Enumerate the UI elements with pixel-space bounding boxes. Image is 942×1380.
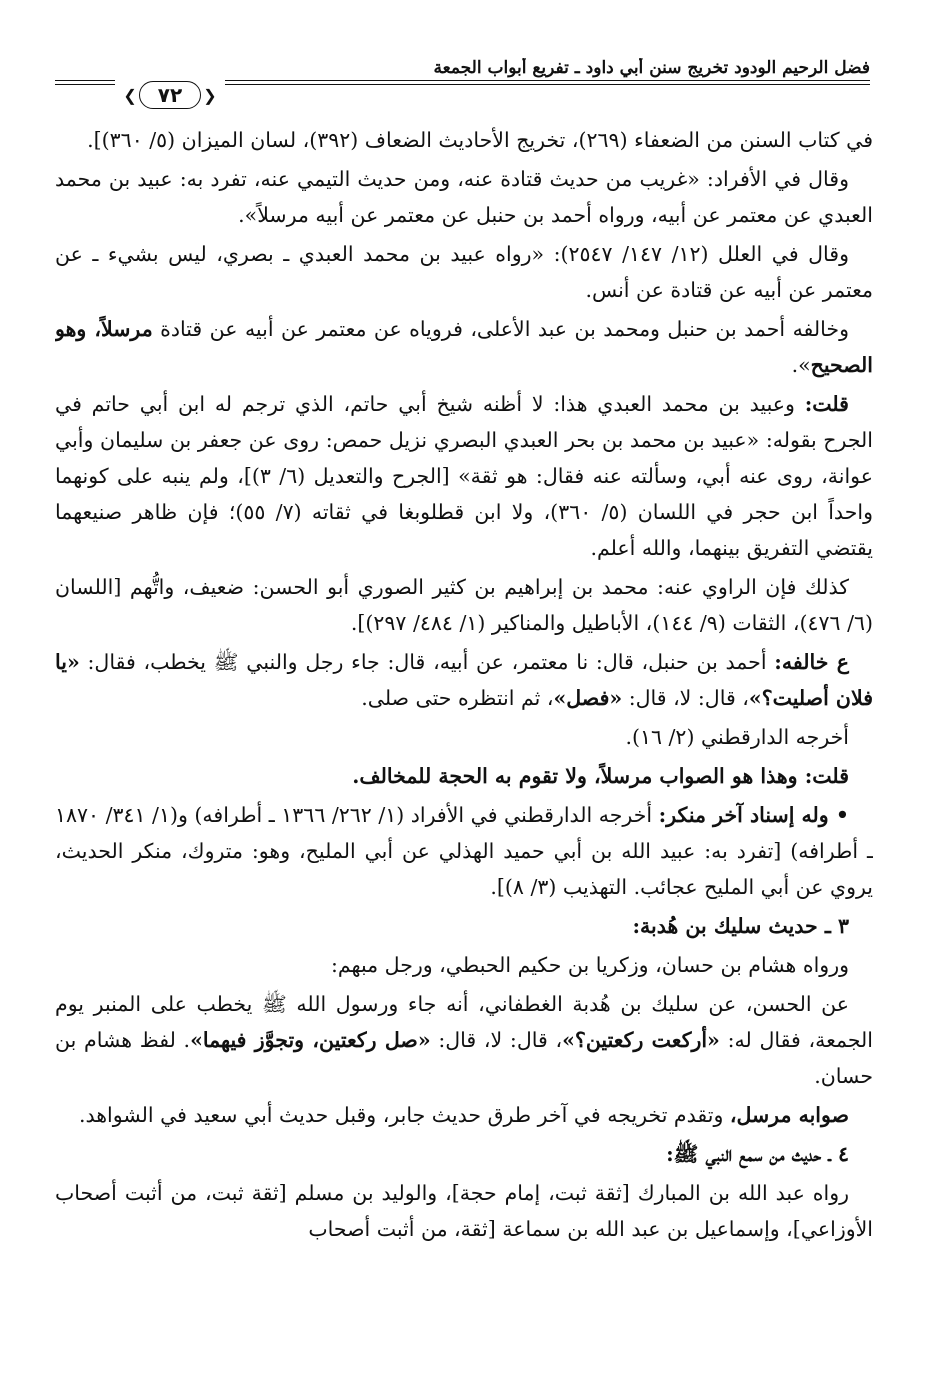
bold-text: خالفه: bbox=[774, 650, 829, 674]
page-number-ornament bbox=[115, 80, 225, 110]
text-run: أخرجه الدارقطني (٢/ ١٦). bbox=[625, 725, 849, 749]
text-run: وقال في الأفراد: «غريب من حديث قتادة عنه، ومن حديث التيمي عنه، تفرد به: عبيد بن محمد العبدي عن معتمر عن أبيه، ورواه أحمد بن حنبل عن معتمر عن أبيه مرسلاً». bbox=[55, 167, 873, 227]
bold-text: «يا فلان أصليت؟» bbox=[55, 650, 873, 710]
paragraph bbox=[55, 947, 873, 983]
text-run: وعبيد بن محمد العبدي هذا: لا أظنه شيخ أبي حاتم، الذي ترجم له ابن أبي حاتم في الجرح بقوله: «عبيد بن محمد بن بحر العبدي البصري نزيل حمص: روى عن جعفر بن سليمان وأبي عوانة، روى عنه أبي، وسألته عنه فقال: هو ثقة» [الجرح والتعديل (٦/ ٣)]، ولم ينبه على كونهما واحداً ابن حجر في اللسان (٥/ ٣٦٠)، ولا ابن قطلوبغا في ثقاته (٧/ ٥٥)؛ فإن ظاهر صنيعهما يقتضي التفريق بينهما، والله أعلم. bbox=[55, 392, 873, 560]
bold-text: «صل ركعتين، وتجوَّز فيهما» bbox=[190, 1028, 431, 1052]
text-run: كذلك فإن الراوي عنه: محمد بن إبراهيم بن كثير الصوري أبو الحسن: ضعيف، واتُّهم [اللسان (٦/ ٤٧٦)، الثقات (٩/ ١٤٤)، الأباطيل والمناكير (١/ ٤٨٤/ ٢٩٧)]. bbox=[55, 575, 873, 635]
paragraph bbox=[55, 986, 873, 1094]
ornament-chevron-icon: ❮ bbox=[123, 85, 137, 105]
text-run: . لفظ هشام بن حسان. bbox=[55, 1028, 873, 1088]
text-run: وخالفه أحمد بن حنبل ومحمد بن عبد الأعلى، فروياه عن معتمر عن أبيه عن قتادة bbox=[152, 317, 849, 341]
text-run: ، ثم انتظره حتى صلى. bbox=[361, 686, 554, 710]
ornament-chevron-icon: ❯ bbox=[203, 85, 217, 105]
text-run: ، قال: لا، قال: bbox=[622, 686, 749, 710]
text-run: في كتاب السنن من الضعفاء (٢٦٩)، تخريج الأحاديث الضعاف (٣٩٢)، لسان الميزان (٥/ ٣٦٠)]. bbox=[87, 128, 873, 152]
bold-text: قلت: وهذا هو الصواب مرسلاً، ولا تقوم به الحجة للمخالف. bbox=[352, 764, 849, 788]
text-run: ، قال: لا، قال: bbox=[430, 1028, 563, 1052]
paragraph bbox=[55, 569, 873, 641]
bold-text: • وله إسناد آخر منكر: bbox=[658, 803, 849, 827]
text-run: وتقدم تخريجه في آخر طرق حديث جابر، وقبل حديث أبي سعيد في الشواهد. bbox=[78, 1103, 730, 1127]
paragraph bbox=[55, 758, 873, 794]
paragraph bbox=[55, 311, 873, 383]
bold-text: ع bbox=[828, 650, 849, 674]
paragraph bbox=[55, 644, 873, 716]
bold-text: مرسلاً، وهو الصحيح bbox=[55, 317, 873, 377]
bold-text: ٣ ـ حديث سليك بن هُدبة: bbox=[632, 914, 849, 938]
bold-text: «فصل» bbox=[553, 686, 623, 710]
paragraph bbox=[55, 1097, 873, 1133]
bold-text: ٤ ـ حديث من سمع النبي ﷺ: bbox=[666, 1142, 849, 1166]
text-run: عن الحسن، عن سليك بن هُدبة الغطفاني، أنه جاء ورسول الله ﷺ يخطب على المنبر يوم الجمعة، فقال له: bbox=[55, 992, 873, 1052]
running-header bbox=[55, 50, 870, 110]
paragraph bbox=[55, 1136, 873, 1172]
bold-text: صوابه مرسل، bbox=[729, 1103, 849, 1127]
main-text bbox=[55, 122, 873, 1352]
paragraph bbox=[55, 386, 873, 566]
page-number: ٧٢ bbox=[139, 81, 201, 109]
paragraph bbox=[55, 161, 873, 233]
text-run: وقال في العلل (١٢/ ١٤٧/ ٢٥٤٧): «رواه عبيد بن محمد العبدي ـ بصري، ليس بشيء ـ عن معتمر عن أبيه عن قتادة عن أنس. bbox=[55, 242, 873, 302]
text-run: ». bbox=[791, 353, 811, 377]
paragraph bbox=[55, 797, 873, 905]
paragraph bbox=[55, 236, 873, 308]
text-run: ورواه هشام بن حسان، وزكريا بن حكيم الحبطي، ورجل مبهم: bbox=[330, 953, 849, 977]
paragraph bbox=[55, 719, 873, 755]
text-run: رواه عبد الله بن المبارك [ثقة ثبت، إمام حجة]، والوليد بن مسلم [ثقة ثبت، من أثبت أصحاب الأوزاعي]، وإسماعيل بن عبد الله بن سماعة [ثقة، من أثبت أصحاب bbox=[55, 1181, 873, 1241]
bold-text: قلت: bbox=[804, 392, 849, 416]
paragraph bbox=[55, 1175, 873, 1247]
paragraph bbox=[55, 122, 873, 158]
text-run: أخرجه الدارقطني في الأفراد (١/ ٢٦٢/ ١٣٦٦ ـ أطرافه) و(١/ ٣٤١/ ١٨٧٠ ـ أطرافه) [تفرد به: عبيد الله بن أبي حميد الهذلي عن أبي المليح، وهو: متروك، منكر الحديث، يروي عن أبي المليح عجائب. التهذيب (٣/ ٨)]. bbox=[55, 803, 873, 899]
text-run: أحمد بن حنبل، قال: نا معتمر، عن أبيه، قال: جاء رجل والنبي ﷺ يخطب، فقال: bbox=[79, 650, 775, 674]
bold-text: «أركعت ركعتين؟» bbox=[562, 1028, 720, 1052]
running-title: فضل الرحيم الودود تخريج سنن أبي داود ـ تفريع أبواب الجمعة bbox=[433, 58, 870, 78]
paragraph bbox=[55, 908, 873, 944]
